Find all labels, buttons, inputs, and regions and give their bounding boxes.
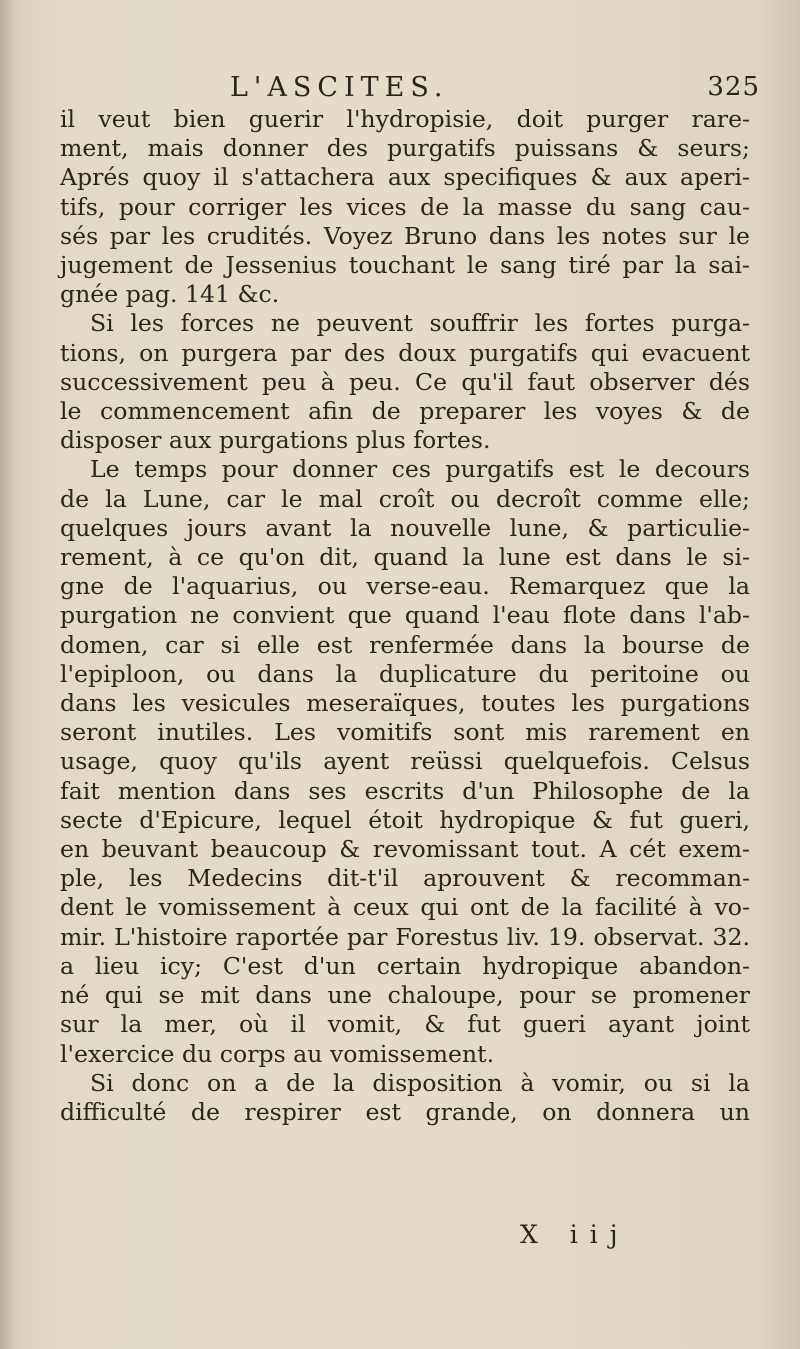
text-line: mir. L'histoire raportée par Forestus liv. 19. observat. 32.	[60, 922, 750, 951]
text-line: gne de l'aquarius, ou verse-eau. Remarquez que la	[60, 572, 750, 601]
text-line: sés par les crudités. Voyez Bruno dans les notes sur le	[60, 221, 750, 250]
text-line: domen, car si elle est renfermée dans la bourse de	[60, 630, 750, 659]
page-number: 325	[707, 72, 760, 102]
text-line: tions, on purgera par des doux purgatifs qui evacuent	[60, 338, 750, 367]
text-line: disposer aux purgations plus fortes.	[60, 426, 491, 455]
text-line: jugement de Jessenius touchant le sang tiré par la sai-	[60, 251, 750, 280]
text-line: dans les vesicules meseraïques, toutes les purgations	[60, 689, 750, 718]
text-line: rement, à ce qu'on dit, quand la lune est dans le si-	[60, 543, 750, 572]
text-line: usage, quoy qu'ils ayent reüssi quelquefois. Celsus	[60, 747, 750, 776]
text-line: secte d'Epicure, lequel étoit hydropique & fut gueri,	[60, 805, 750, 834]
text-line: difficulté de respirer est grande, on donnera un	[60, 1097, 750, 1126]
text-line: sur la mer, où il vomit, & fut gueri ayant joint	[60, 1010, 750, 1039]
text-line: l'exercice du corps au vomissement.	[60, 1039, 495, 1068]
text-line: gnée pag. 141 &c.	[60, 280, 280, 309]
page-footer	[520, 1220, 650, 1254]
text-line: tifs, pour corriger les vices de la masse du sang cau-	[60, 192, 750, 221]
text-line: Si donc on a de la disposition à vomir, ou si la	[90, 1068, 750, 1097]
text-line: il veut bien guerir l'hydropisie, doit purger rare-	[60, 105, 750, 133]
text-line: dent le vomissement à ceux qui ont de la facilité à vo-	[60, 893, 750, 922]
text-line: purgation ne convient que quand l'eau flote dans l'ab-	[60, 601, 750, 630]
text-line: Si les forces ne peuvent souffrir les fortes purga-	[90, 309, 750, 338]
signature-mark: X iij	[520, 1220, 630, 1249]
text-line: successivement peu à peu. Ce qu'il faut observer dés	[60, 367, 750, 396]
text-line: en beuvant beaucoup & revomissant tout. A cét exem-	[60, 835, 750, 864]
running-head: L'ASCITES.	[230, 72, 449, 103]
text-line: ment, mais donner des purgatifs puissans & seurs;	[60, 134, 750, 163]
text-line: quelques jours avant la nouvelle lune, & particulie-	[60, 513, 750, 542]
text-line: fait mention dans ses escrits d'un Philosophe de la	[60, 776, 750, 805]
text-line: seront inutiles. Les vomitifs sont mis rarement en	[60, 718, 750, 747]
text-line: Le temps pour donner ces purgatifs est le decours	[90, 455, 750, 484]
text-line: a lieu icy; C'est d'un certain hydropique abandon-	[60, 951, 750, 980]
text-line: de la Lune, car le mal croît ou decroît comme elle;	[60, 484, 750, 513]
body-text	[60, 105, 750, 1127]
text-line: Aprés quoy il s'attachera aux specifiques & aux aperi-	[60, 163, 750, 192]
text-line: le commencement afin de preparer les voyes & de	[60, 397, 750, 426]
text-line: né qui se mit dans une chaloupe, pour se promener	[60, 981, 750, 1010]
text-line: ple, les Medecins dit-t'il aprouvent & recomman-	[60, 864, 750, 893]
text-line: l'epiploon, ou dans la duplicature du peritoine ou	[60, 659, 750, 688]
